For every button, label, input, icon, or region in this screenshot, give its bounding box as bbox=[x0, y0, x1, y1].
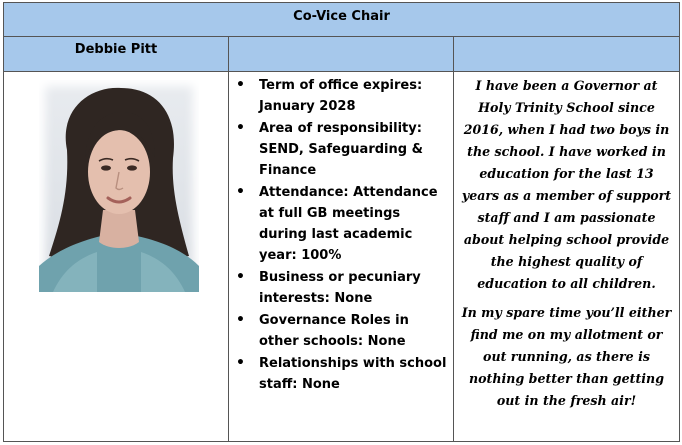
details-cell bbox=[229, 72, 454, 442]
list-item: • Attendance: Attendance at full GB meetings during last academic year: 100% bbox=[257, 182, 449, 266]
governor-bio bbox=[454, 72, 679, 412]
name-row bbox=[4, 37, 680, 72]
details-list bbox=[229, 75, 449, 395]
role-title: Co-Vice Chair bbox=[293, 9, 390, 24]
bio-cell bbox=[454, 72, 680, 442]
empty-header-cell bbox=[229, 37, 454, 72]
bio-paragraph: In my spare time you’ll either find me on my allotment or out running, as there is nothing better than getting out in the fresh air! bbox=[461, 305, 672, 408]
governor-photo bbox=[39, 80, 199, 292]
list-item: • Governance Roles in other schools: None bbox=[257, 310, 449, 352]
list-item: • Term of office expires: January 2028 bbox=[257, 75, 449, 117]
list-item: • Area of responsibility: SEND, Safeguarding & Finance bbox=[257, 118, 449, 181]
header-row bbox=[4, 3, 680, 37]
governor-profile-table bbox=[3, 2, 680, 442]
bio-paragraph: I have been a Governor at Holy Trinity School since 2016, when I had two boys in the school. I have worked in education for the last 13 years as a member of support staff and I am passionate about helping school provide the highest quality of education to all children. bbox=[461, 78, 672, 291]
name-cell bbox=[4, 37, 229, 72]
content-row bbox=[4, 72, 680, 442]
list-item: • Business or pecuniary interests: None bbox=[257, 267, 449, 309]
header-cell bbox=[4, 3, 680, 37]
person-portrait-icon bbox=[39, 80, 199, 292]
photo-cell bbox=[4, 72, 229, 442]
empty-header-cell bbox=[454, 37, 680, 72]
list-item: • Relationships with school staff: None bbox=[257, 353, 449, 395]
governor-name: Debbie Pitt bbox=[74, 42, 158, 57]
